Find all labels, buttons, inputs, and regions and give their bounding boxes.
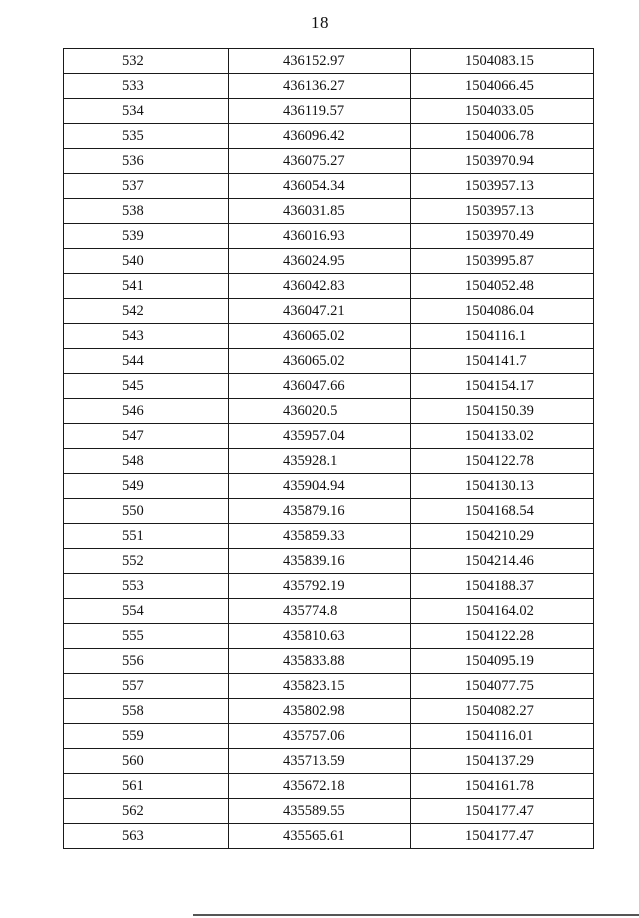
x-coordinate-cell: 436096.42 (229, 124, 411, 149)
x-coordinate-cell: 436136.27 (229, 74, 411, 99)
x-coordinate-cell: 435672.18 (229, 774, 411, 799)
table-row (64, 699, 594, 724)
point-number-cell: 557 (64, 674, 229, 699)
point-number-cell: 554 (64, 599, 229, 624)
point-number-cell: 544 (64, 349, 229, 374)
table-row (64, 349, 594, 374)
point-number-cell: 540 (64, 249, 229, 274)
y-coordinate-cell: 1504188.37 (411, 574, 594, 599)
x-coordinate-cell: 436042.83 (229, 274, 411, 299)
y-coordinate-cell: 1504164.02 (411, 599, 594, 624)
table-row (64, 824, 594, 849)
point-number-cell: 561 (64, 774, 229, 799)
point-number-cell: 547 (64, 424, 229, 449)
table-row (64, 449, 594, 474)
page-number: 18 (311, 13, 329, 32)
point-number-cell: 539 (64, 224, 229, 249)
y-coordinate-cell: 1504150.39 (411, 399, 594, 424)
point-number-cell: 558 (64, 699, 229, 724)
point-number-cell: 551 (64, 524, 229, 549)
x-coordinate-cell: 435957.04 (229, 424, 411, 449)
y-coordinate-cell: 1503995.87 (411, 249, 594, 274)
y-coordinate-cell: 1504066.45 (411, 74, 594, 99)
x-coordinate-cell: 436020.5 (229, 399, 411, 424)
table-row (64, 49, 594, 74)
x-coordinate-cell: 435589.55 (229, 799, 411, 824)
y-coordinate-cell: 1504130.13 (411, 474, 594, 499)
point-number-cell: 553 (64, 574, 229, 599)
y-coordinate-cell: 1504133.02 (411, 424, 594, 449)
table-row (64, 374, 594, 399)
y-coordinate-cell: 1504086.04 (411, 299, 594, 324)
y-coordinate-cell: 1504137.29 (411, 749, 594, 774)
y-coordinate-cell: 1504214.46 (411, 549, 594, 574)
point-number-cell: 542 (64, 299, 229, 324)
x-coordinate-cell: 435904.94 (229, 474, 411, 499)
y-coordinate-cell: 1503970.94 (411, 149, 594, 174)
x-coordinate-cell: 435802.98 (229, 699, 411, 724)
coordinate-table (63, 48, 594, 849)
table-row (64, 624, 594, 649)
table-row (64, 599, 594, 624)
x-coordinate-cell: 435839.16 (229, 549, 411, 574)
table-row (64, 799, 594, 824)
x-coordinate-cell: 435833.88 (229, 649, 411, 674)
table-row (64, 524, 594, 549)
table-row (64, 299, 594, 324)
y-coordinate-cell: 1504116.1 (411, 324, 594, 349)
table-row (64, 724, 594, 749)
x-coordinate-cell: 435859.33 (229, 524, 411, 549)
x-coordinate-cell: 436047.66 (229, 374, 411, 399)
point-number-cell: 556 (64, 649, 229, 674)
x-coordinate-cell: 435823.15 (229, 674, 411, 699)
x-coordinate-cell: 435757.06 (229, 724, 411, 749)
table-row (64, 174, 594, 199)
x-coordinate-cell: 435774.8 (229, 599, 411, 624)
y-coordinate-cell: 1504168.54 (411, 499, 594, 524)
point-number-cell: 552 (64, 549, 229, 574)
y-coordinate-cell: 1504033.05 (411, 99, 594, 124)
coordinate-table-body (64, 49, 594, 849)
table-row (64, 549, 594, 574)
point-number-cell: 537 (64, 174, 229, 199)
x-coordinate-cell: 435792.19 (229, 574, 411, 599)
table-row (64, 749, 594, 774)
point-number-cell: 534 (64, 99, 229, 124)
x-coordinate-cell: 435810.63 (229, 624, 411, 649)
table-row (64, 274, 594, 299)
point-number-cell: 532 (64, 49, 229, 74)
point-number-cell: 560 (64, 749, 229, 774)
x-coordinate-cell: 435713.59 (229, 749, 411, 774)
y-coordinate-cell: 1503957.13 (411, 199, 594, 224)
point-number-cell: 546 (64, 399, 229, 424)
point-number-cell: 543 (64, 324, 229, 349)
table-row (64, 74, 594, 99)
table-row (64, 774, 594, 799)
y-coordinate-cell: 1504077.75 (411, 674, 594, 699)
y-coordinate-cell: 1504210.29 (411, 524, 594, 549)
x-coordinate-cell: 436152.97 (229, 49, 411, 74)
x-coordinate-cell: 436065.02 (229, 349, 411, 374)
table-row (64, 199, 594, 224)
point-number-cell: 562 (64, 799, 229, 824)
y-coordinate-cell: 1504116.01 (411, 724, 594, 749)
point-number-cell: 548 (64, 449, 229, 474)
table-row (64, 224, 594, 249)
x-coordinate-cell: 436054.34 (229, 174, 411, 199)
table-row (64, 499, 594, 524)
point-number-cell: 563 (64, 824, 229, 849)
point-number-cell: 533 (64, 74, 229, 99)
y-coordinate-cell: 1503970.49 (411, 224, 594, 249)
x-coordinate-cell: 436075.27 (229, 149, 411, 174)
table-row (64, 149, 594, 174)
y-coordinate-cell: 1504006.78 (411, 124, 594, 149)
table-row (64, 649, 594, 674)
table-row (64, 99, 594, 124)
y-coordinate-cell: 1504177.47 (411, 824, 594, 849)
y-coordinate-cell: 1504154.17 (411, 374, 594, 399)
point-number-cell: 535 (64, 124, 229, 149)
x-coordinate-cell: 436024.95 (229, 249, 411, 274)
y-coordinate-cell: 1504082.27 (411, 699, 594, 724)
y-coordinate-cell: 1503957.13 (411, 174, 594, 199)
y-coordinate-cell: 1504083.15 (411, 49, 594, 74)
x-coordinate-cell: 435879.16 (229, 499, 411, 524)
table-row (64, 399, 594, 424)
point-number-cell: 538 (64, 199, 229, 224)
y-coordinate-cell: 1504141.7 (411, 349, 594, 374)
table-row (64, 249, 594, 274)
x-coordinate-cell: 436065.02 (229, 324, 411, 349)
y-coordinate-cell: 1504177.47 (411, 799, 594, 824)
point-number-cell: 550 (64, 499, 229, 524)
table-row (64, 474, 594, 499)
table-row (64, 574, 594, 599)
y-coordinate-cell: 1504052.48 (411, 274, 594, 299)
y-coordinate-cell: 1504161.78 (411, 774, 594, 799)
bottom-rule (193, 914, 640, 916)
x-coordinate-cell: 436016.93 (229, 224, 411, 249)
x-coordinate-cell: 436119.57 (229, 99, 411, 124)
point-number-cell: 559 (64, 724, 229, 749)
point-number-cell: 536 (64, 149, 229, 174)
point-number-cell: 541 (64, 274, 229, 299)
table-row (64, 324, 594, 349)
table-row (64, 124, 594, 149)
x-coordinate-cell: 436031.85 (229, 199, 411, 224)
point-number-cell: 555 (64, 624, 229, 649)
x-coordinate-cell: 435928.1 (229, 449, 411, 474)
point-number-cell: 549 (64, 474, 229, 499)
table-row (64, 424, 594, 449)
y-coordinate-cell: 1504122.78 (411, 449, 594, 474)
table-row (64, 674, 594, 699)
x-coordinate-cell: 436047.21 (229, 299, 411, 324)
x-coordinate-cell: 435565.61 (229, 824, 411, 849)
y-coordinate-cell: 1504122.28 (411, 624, 594, 649)
point-number-cell: 545 (64, 374, 229, 399)
y-coordinate-cell: 1504095.19 (411, 649, 594, 674)
